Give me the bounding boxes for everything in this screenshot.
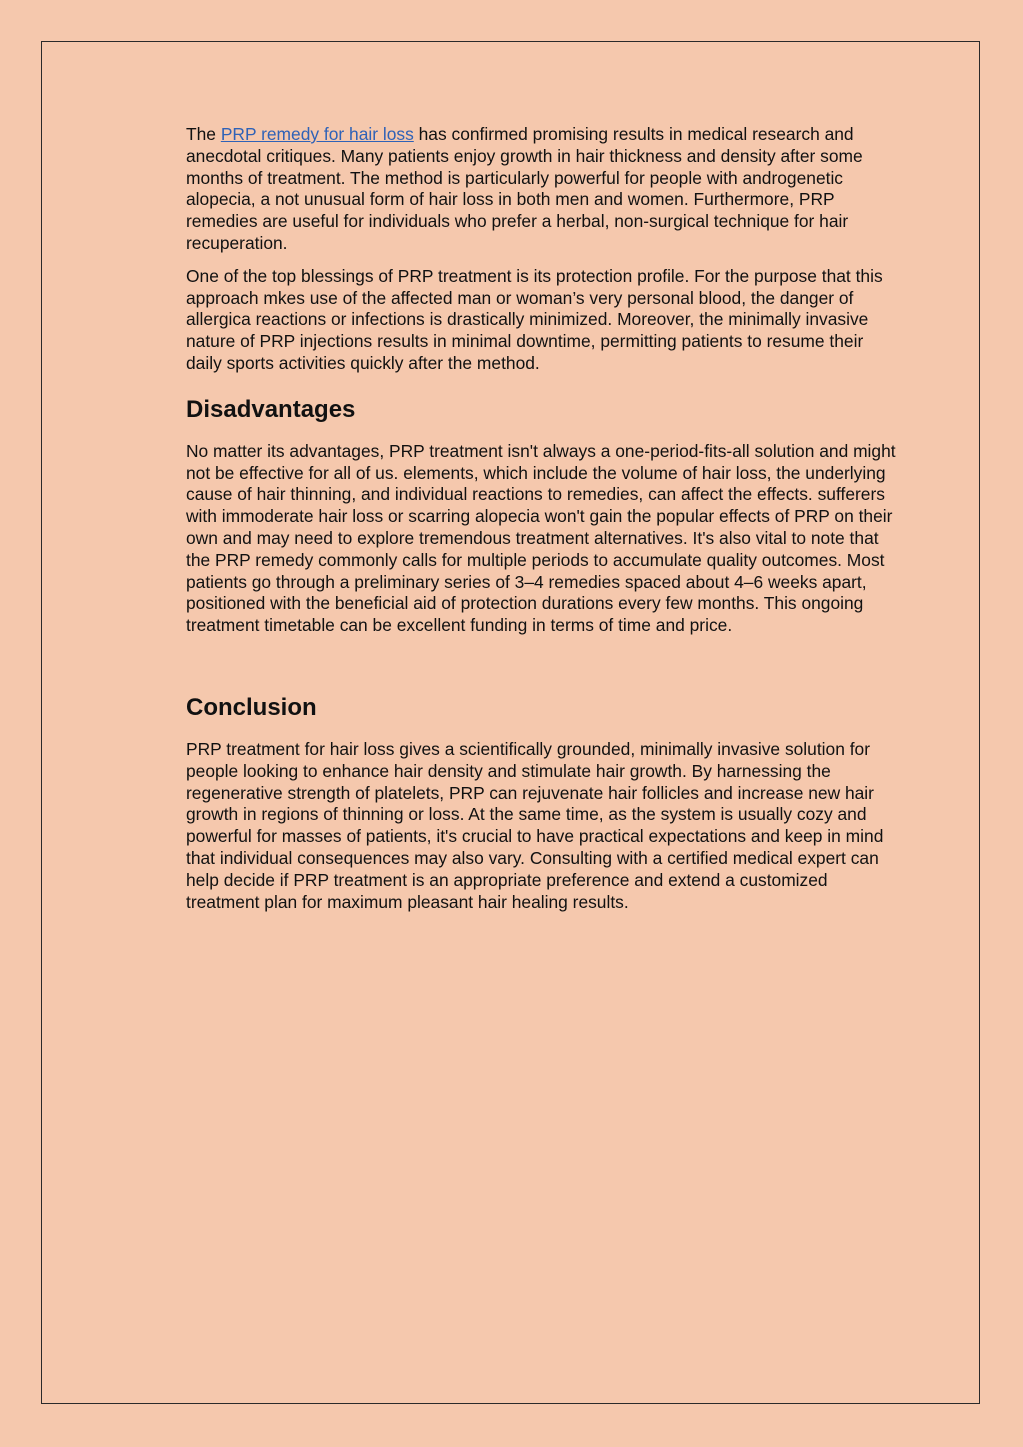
disadvantages-heading: Disadvantages: [186, 395, 356, 423]
safety-paragraph: One of the top blessings of PRP treatment is its protection profile. For the purpose that this approach mkes use of the affected man or woman’s very personal blood, the danger of allergica reactions or infections is drastically minimized. Moreover, the minimally invasive nature of PRP injections results in minimal downtime, permitting patients to resume their daily sports activities quickly after the method.: [186, 265, 883, 373]
conclusion-heading: Conclusion: [186, 693, 317, 721]
conclusion-paragraph: PRP treatment for hair loss gives a scientifically grounded, minimally invasive solution for people looking to enhance hair density and stimulate hair growth. By harnessing the regenerative strength of platelets, PRP can rejuvenate hair follicles and increase new hair growth in regions of thinning or loss. At the same time, as the system is usually cozy and powerful for masses of patients, it's crucial to have practical expectations and keep in mind that individual consequences may also vary. Consulting with a certified medical expert can help decide if PRP treatment is an appropriate preference and extend a customized treatment plan for maximum pleasant hair healing results.: [186, 738, 884, 912]
prp-remedy-link[interactable]: PRP remedy for hair loss: [220, 124, 414, 144]
intro-body-text: has confirmed promising results in medical research and anecdotal critiques. Many patients enjoy growth in hair thickness and density after some months of treatment. The method is particularly powerful for people with androgenetic alopecia, a not unusual form of hair loss in both men and women. Furthermore, PRP remedies are useful for individuals who prefer a herbal, non-surgical technique for hair recuperation.: [186, 124, 863, 253]
intro-lead-text: The: [186, 124, 221, 144]
intro-paragraph: [186, 124, 902, 255]
document-body: [186, 124, 902, 924]
disadvantages-paragraph: No matter its advantages, PRP treatment isn't always a one-period-fits-all solution and might not be effective for all of us. elements, which include the volume of hair loss, the underlying cause of hair thinning, and individual reactions to remedies, can affect the effects. sufferers with immoderate hair loss or scarring alopecia won't gain the popular effects of PRP on their own and may need to explore tremendous treatment alternatives. It's also vital to note that the PRP remedy commonly calls for multiple periods to accumulate quality outcomes. Most patients go through a preliminary series of 3–4 remedies spaced about 4–6 weeks apart, positioned with the beneficial aid of protection durations every few months. This ongoing treatment timetable can be excellent funding in terms of time and price.: [186, 440, 896, 636]
